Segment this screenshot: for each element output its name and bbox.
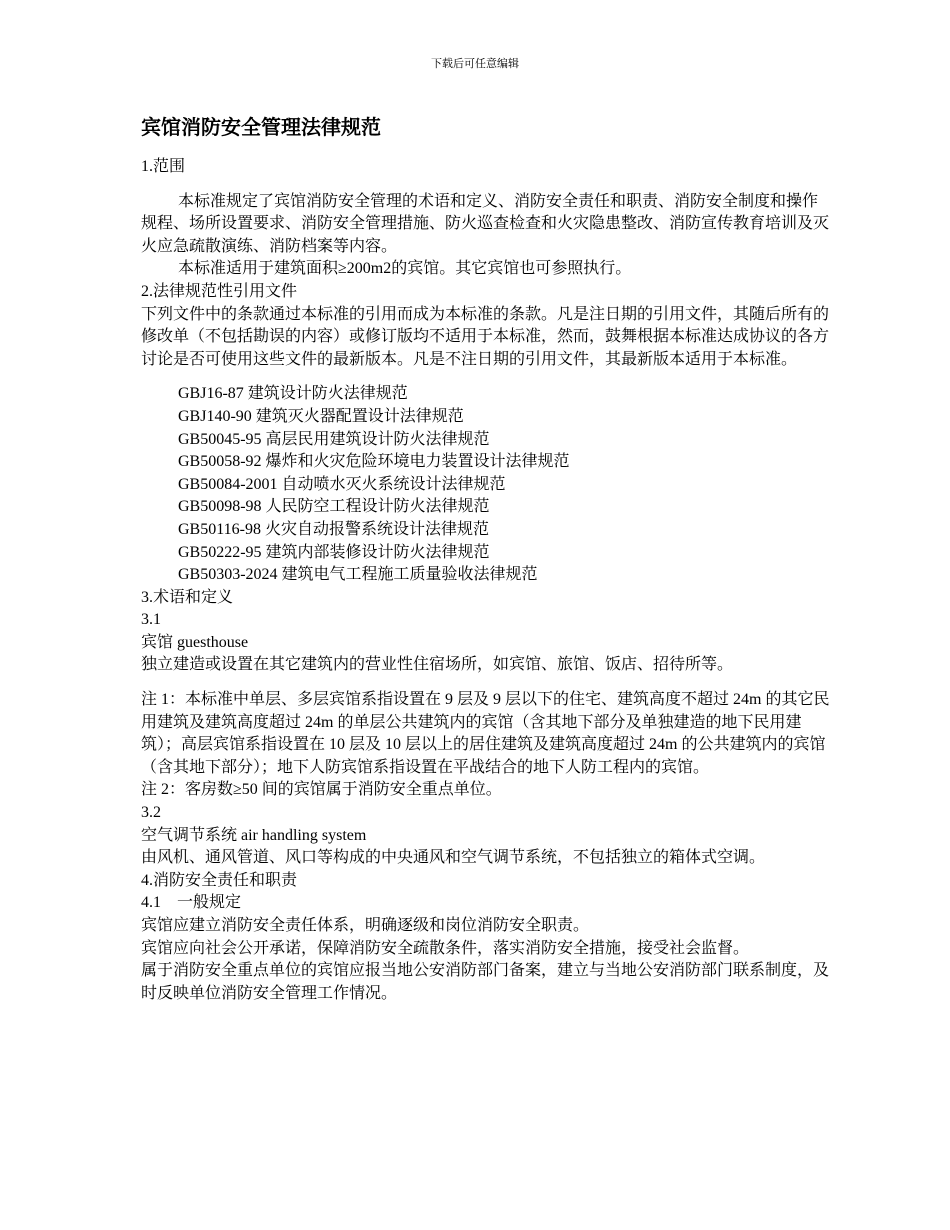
general-paragraph-2: 宾馆应向社会公开承诺，保障消防安全疏散条件，落实消防安全措施，接受社会监督。 [141, 939, 750, 957]
term-name: 宾馆 guesthouse [141, 633, 249, 651]
term-definition: 由风机、通风管道、风口等构成的中央通风和空气调节系统，不包括独立的箱体式空调。 [141, 849, 766, 867]
standard-item: GB50303-2024 建筑电气工程施工质量验收法律规范 [178, 566, 538, 584]
section-heading-responsibilities: 4.消防安全责任和职责 [141, 871, 298, 889]
document-body [141, 112, 831, 1005]
standard-item: GB50084-2001 自动喷水灭火系统设计法律规范 [178, 475, 506, 493]
standard-item: GBJ140-90 建筑灭火器配置设计法律规范 [178, 407, 464, 425]
standard-item: GB50098-98 人民防空工程设计防火法律规范 [178, 498, 490, 516]
spacer [141, 371, 831, 383]
standard-item: GB50058-92 爆炸和火灾危险环境电力装置设计法律规范 [178, 453, 570, 471]
note-2: 注 2：客房数≥50 间的宾馆属于消防安全重点单位。 [141, 781, 502, 799]
term-definition: 独立建造或设置在其它建筑内的营业性住宿场所，如宾馆、旅馆、饭店、招待所等。 [141, 656, 734, 674]
spacer [141, 677, 831, 689]
scope-paragraph-1: 本标准规定了宾馆消防安全管理的术语和定义、消防安全责任和职责、消防安全制度和操作规程、场所设置要求、消防安全管理措施、防火巡查检查和火灾隐患整改、消防宣传教育培训及灭火应急疏散演练、消防档案等内容。 [141, 192, 830, 255]
term-name: 空气调节系统 air handling system [141, 826, 367, 844]
term-number: 3.2 [141, 804, 161, 822]
standard-item: GB50222-95 建筑内部装修设计防火法律规范 [178, 543, 490, 561]
standard-item: GBJ16-87 建筑设计防火法律规范 [178, 385, 408, 403]
page-header: 下载后可任意编辑 [431, 58, 519, 70]
references-paragraph: 下列文件中的条款通过本标准的引用而成为本标准的条款。凡是注日期的引用文件，其随后所有的修改单（不包括勘误的内容）或修订版均不适用于本标准，然而，鼓舞根据本标准达成协议的各方讨论是否可使用这些文件的最新版本。凡是不注日期的引用文件，其最新版本适用于本标准。 [141, 305, 830, 368]
subsection-heading-general: 4.1 一般规定 [141, 894, 242, 912]
document-title: 宾馆消防安全管理法律规范 [141, 115, 381, 139]
standard-item: GB50045-95 高层民用建筑设计防火法律规范 [178, 430, 490, 448]
term-number: 3.1 [141, 611, 161, 629]
section-heading-scope: 1.范围 [141, 158, 186, 175]
general-paragraph-1: 宾馆应建立消防安全责任体系，明确逐级和岗位消防安全职责。 [141, 917, 590, 934]
note-1: 注 1：本标准中单层、多层宾馆系指设置在 9 层及 9 层以下的住宅、建筑高度不超过 24m 的其它民用建筑及建筑高度超过 24m 的单层公共建筑内的宾馆（含其地下部分及单独建造的地下民用建筑）；高层宾馆系指设置在 10 层及 10 层以上的居住建筑及建筑高度超过 24m 的公共建筑内的宾馆（含其地下部分）；地下人防宾馆系指设置在平战结合的地下人防工程内的宾馆。 [141, 691, 830, 776]
section-heading-references: 2.法律规范性引用文件 [141, 282, 298, 300]
general-paragraph-3: 属于消防安全重点单位的宾馆应报当地公安消防部门备案，建立与当地公安消防部门联系制度，及时反映单位消防安全管理工作情况。 [141, 962, 830, 1002]
scope-paragraph-2: 本标准适用于建筑面积≥200m2的宾馆。其它宾馆也可参照执行。 [178, 260, 632, 278]
spacer [141, 179, 831, 191]
section-heading-terms: 3.术语和定义 [141, 588, 234, 606]
standard-item: GB50116-98 火灾自动报警系统设计法律规范 [178, 520, 489, 538]
